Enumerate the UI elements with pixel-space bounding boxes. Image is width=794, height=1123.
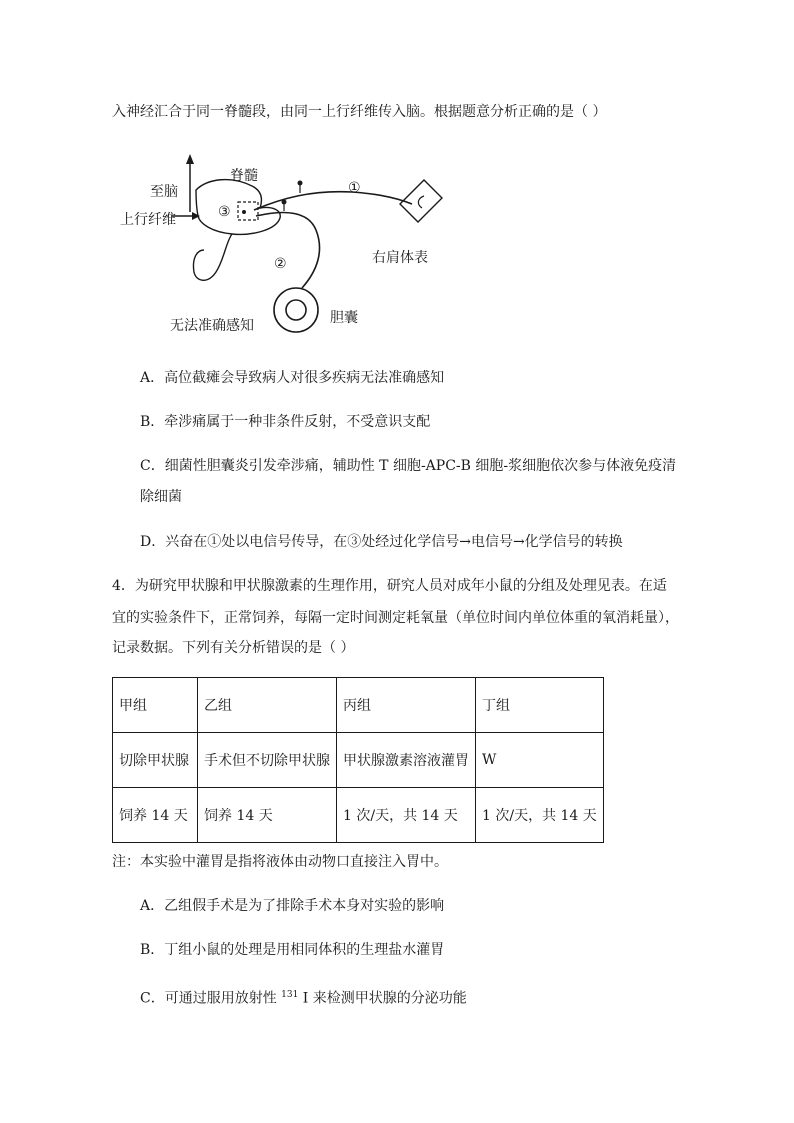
shoulder-skin-receptor bbox=[400, 180, 442, 222]
table-header-row bbox=[113, 678, 604, 733]
intro-line: 入神经汇合于同一脊髓段，由同一上行纤维传入脑。根据题意分析正确的是（ ） bbox=[112, 104, 607, 120]
table-cell: 饲养 14 天 bbox=[113, 788, 198, 843]
q4-option-a: A．乙组假手术是为了排除手术本身对实验的影响 bbox=[140, 898, 445, 914]
label-3: ③ bbox=[218, 204, 231, 220]
spinal-cord-lower bbox=[193, 234, 232, 280]
table-cell: 甲状腺激素溶液灌胃 bbox=[337, 733, 476, 788]
q3-option-b: B．牵涉痛属于一种非条件反射，不受意识支配 bbox=[140, 414, 431, 430]
afferent-fiber-1 bbox=[254, 192, 412, 210]
gallbladder-inner bbox=[286, 300, 306, 320]
cell-body-1 bbox=[298, 181, 303, 186]
q3-option-a: A．高位截瘫会导致病人对很多疾病无法准确感知 bbox=[140, 370, 445, 386]
table-cell: 丙组 bbox=[337, 678, 476, 733]
table-cell: 1 次/天，共 14 天 bbox=[476, 788, 604, 843]
q3-option-c-cont: 除细菌 bbox=[140, 489, 182, 505]
synapse-dot bbox=[242, 210, 246, 214]
label-1: ① bbox=[348, 180, 361, 196]
reflex-figure bbox=[112, 150, 472, 340]
q4-option-c-post: I 来检测甲状腺的分泌功能 bbox=[298, 990, 467, 1007]
label-ascending-fiber: 上行纤维 bbox=[120, 212, 176, 228]
afferent-fiber-2 bbox=[256, 213, 320, 288]
label-to-brain: 至脑 bbox=[150, 184, 178, 200]
isotope-mass-number: 131 bbox=[281, 990, 299, 1000]
table-note: 注：本实验中灌胃是指将液体由动物口直接注入胃中。 bbox=[112, 854, 448, 870]
cell-body-2 bbox=[282, 200, 287, 205]
label-spinal-cord: 脊髓 bbox=[230, 168, 258, 184]
receptor-ending bbox=[418, 196, 424, 208]
label-cannot-perceive: 无法准确感知 bbox=[170, 318, 254, 334]
q4-line-1: 4．为研究甲状腺和甲状腺激素的生理作用，研究人员对成年小鼠的分组及处理见表。在适 bbox=[112, 578, 667, 594]
synapse-box bbox=[238, 202, 258, 220]
q4-option-c bbox=[140, 985, 467, 1009]
label-2: ② bbox=[274, 256, 287, 272]
q4-option-b: B．丁组小鼠的处理是用相同体积的生理盐水灌胃 bbox=[140, 942, 445, 958]
q4-line-2: 宜的实验条件下，正常饲养，每隔一定时间测定耗氧量（单位时间内单位体重的氧消耗量）， bbox=[112, 610, 679, 626]
table-cell: 甲组 bbox=[113, 678, 198, 733]
label-shoulder-skin: 右肩体表 bbox=[372, 250, 428, 266]
table-cell: 乙组 bbox=[198, 678, 337, 733]
table-cell: W bbox=[476, 733, 604, 788]
gallbladder-outer bbox=[274, 288, 318, 332]
table-row bbox=[113, 788, 604, 843]
q3-option-d: D．兴奋在①处以电信号传导，在③处经过化学信号→电信号→化学信号的转换 bbox=[140, 534, 623, 550]
table-cell: 切除甲状腺 bbox=[113, 733, 198, 788]
q3-option-c: C．细菌性胆囊炎引发牵涉痛，辅助性 T 细胞-APC-B 细胞-浆细胞依次参与体液免疫清 bbox=[140, 458, 677, 474]
q4-line-3: 记录数据。下列有关分析错误的是（ ） bbox=[112, 640, 355, 656]
table-cell: 饲养 14 天 bbox=[198, 788, 337, 843]
table-row bbox=[113, 733, 604, 788]
table-cell: 手术但不切除甲状腺 bbox=[198, 733, 337, 788]
table-cell: 1 次/天，共 14 天 bbox=[337, 788, 476, 843]
neural-pathway-diagram bbox=[112, 150, 472, 340]
label-gallbladder: 胆囊 bbox=[330, 310, 358, 326]
to-brain-arrowhead bbox=[186, 154, 194, 164]
q4-option-c-pre: C．可通过服用放射性 bbox=[140, 990, 282, 1007]
table-cell: 丁组 bbox=[476, 678, 604, 733]
experiment-table bbox=[112, 677, 604, 843]
